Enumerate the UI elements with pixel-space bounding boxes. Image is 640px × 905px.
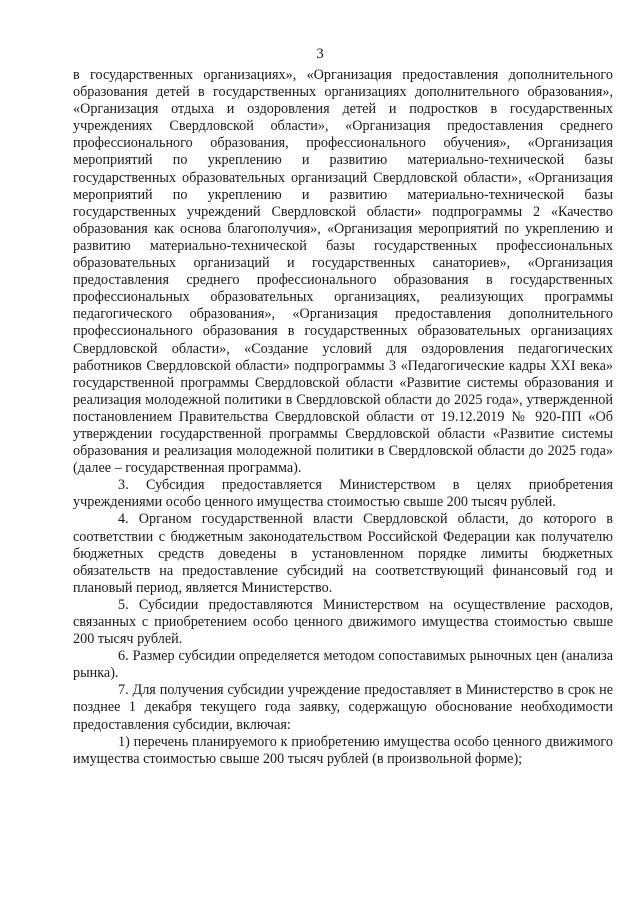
page-number: 3 xyxy=(316,46,324,62)
paragraph-7: 7. Для получения субсидии учреждение предоставляет в Министерство в срок не позднее 1 декабря текущего года заявку, содержащую обоснование необходимости предоставления субсидии, включая: xyxy=(73,682,613,733)
document-body xyxy=(73,67,613,768)
paragraph-6: 6. Размер субсидии определяется методом сопоставимых рыночных цен (анализа рынка). xyxy=(73,648,613,682)
paragraph-7-item-1: 1) перечень планируемого к приобретению имущества особо ценного движимого имущества стоимостью свыше 200 тысяч рублей (в произвольной форме); xyxy=(73,733,613,767)
paragraph-3: 3. Субсидия предоставляется Министерством в целях приобретения учреждениями особо ценного имущества стоимостью свыше 200 тысяч рублей. xyxy=(73,477,613,511)
paragraph-4: 4. Органом государственной власти Свердловской области, до которого в соответствии с бюджетным законодательством Российской Федерации как получателю бюджетных средств доведены в установленном порядке лимиты бюджетных обязательств на предоставление субсидий на соответствующий финансовый год и плановый период, является Министерство. xyxy=(73,511,613,596)
paragraph-program-list: в государственных организациях», «Организация предоставления дополнительного образования детей в государственных организациях дополнительного образования», «Организация отдыха и оздоровления детей и подростков в государственных учреждениях Свердловской области», «Организация предоставления среднего профессионального образования, профессионального обучения», «Организация мероприятий по укреплению и развитию материально-технической базы государственных образовательных организаций Свердловской области», «Организация мероприятий по укреплению и развитию материально-технической базы государственных учреждений Свердловской области» подпрограммы 2 «Качество образования как основа благополучия», «Организация мероприятий по укреплению и развитию материально-технической базы государственных профессиональных образовательных организаций и государственных санаториев», «Организация предоставления среднего профессионального образования в государственных профессиональных образовательных организациях, реализующих программы педагогического образования», «Организация предоставления дополнительного профессионального образования в государственных образовательных организациях Свердловской области», «Создание условий для оздоровления педагогических работников Свердловской области» подпрограммы 3 «Педагогические кадры XXI века» государственной программы Свердловской области «Развитие системы образования и реализация молодежной политики в Свердловской области до 2025 года», утвержденной постановлением Правительства Свердловской области от 19.12.2019 № 920-ПП «Об утверждении государственной программы Свердловской области «Развитие системы образования и реализация молодежной политики в Свердловской области до 2025 года» (далее – государственная программа). xyxy=(73,67,613,477)
paragraph-5: 5. Субсидии предоставляются Министерством на осуществление расходов, связанных с приобретением особо ценного движимого имущества стоимостью свыше 200 тысяч рублей. xyxy=(73,596,613,648)
